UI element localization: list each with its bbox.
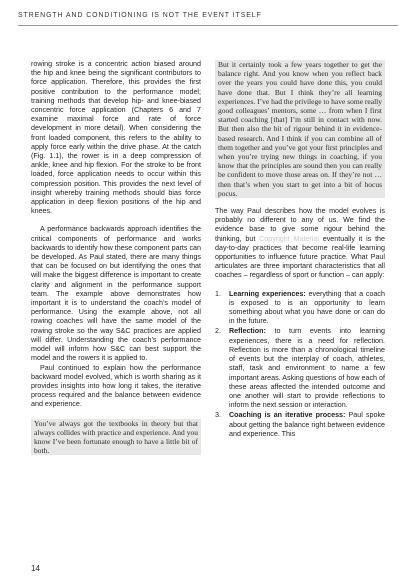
- interview-quote: But it certainly took a few years together to get the balance right. And you know when you reflect back over the years you could have done this, you could have done that. But I think they’re all learning experiences. I’ve had the privilege to have some really good colleagues’ mentors, some … from when I first started coaching [that] I’m still in contact with now. But then also the bit of rigour behind it in evidence-based research. And I think if you can combine all of them together and you’ve got your first principles and when you’re trying new things in coaching, if you know that the principles are sound then you can really be confident to move those areas on. If they’re not … then that’s when you start to get into a bit of hocus pocus.: [215, 60, 385, 198]
- page-number: 14: [31, 564, 40, 573]
- right-column: [215, 60, 385, 440]
- paragraph-lead: The way Paul describes how the model evolves is probably no different to any of us. We find the evidence base to give some rigour behind the thinking, but: [215, 207, 385, 243]
- paragraph-gap: [215, 198, 385, 207]
- list-item-text: to turn events into learning experiences, there is a need for reflection. Reflection is more than a chronological timeline of events but the interplay of coach, athletes, staff, task and environment to name a few important areas. Asking questions of how each of these areas affected the intended outcome and one another will start to provide reflections to inform the next session or interaction.: [229, 327, 385, 410]
- paragraph-gap: [31, 410, 201, 419]
- paragraph: A performance backwards approach identifies the critical components of performance and works backwards to identify how these component parts can be developed. As Paul stated, there are many things that can be focused on but identifying the ones that will make the biggest difference is important to create clarity and alignment in the performance support team. The example above demonstrates how important it is to understand the coach’s model of performance. Using the example above, not all rowing coaches will have the same model of the rowing stroke so the way S&C practices are applied will differ. Understanding the coach’s performance model will inform how S&C can best support the model and the rowers it is applied to.: [31, 225, 201, 363]
- paragraph-tail: eventually it is the day-to-day practices that become real-life learning opportunities to influence future practice. What Paul articulates are three important characteristics that all coaches – regardless of sport or function – can apply:: [215, 234, 385, 280]
- interview-quote: You’ve always got the textbooks in theory but that always collides with practice and experience. And you know I’ve been fortunate enough to have a little bit of both.: [31, 419, 201, 456]
- list-item: [215, 290, 385, 327]
- paragraph-gap: [215, 281, 385, 290]
- header-rule: [18, 25, 398, 26]
- paragraph-gap: [31, 216, 201, 225]
- numbered-list: [215, 290, 385, 439]
- list-item: [215, 327, 385, 410]
- list-item-text: Paul spoke about getting the balance right between evidence and experience. This: [229, 411, 385, 438]
- list-number: 3.: [215, 411, 221, 420]
- running-header: STRENGTH AND CONDITIONING IS NOT THE EVENT ITSELF: [18, 12, 262, 19]
- list-number: 2.: [215, 327, 221, 336]
- copyright-watermark: Copyright Material: [259, 234, 319, 243]
- left-column: [31, 60, 201, 455]
- list-item-title: Coaching is an iterative process:: [229, 411, 346, 420]
- list-item-title: Learning experiences:: [229, 289, 306, 298]
- list-number: 1.: [215, 289, 221, 298]
- paragraph: rowing stroke is a concentric action biased around the hip and knee being the significant contributors to force application. Therefore, this provides the first positive contribution to the performance model; training methods that develop hip- and knee-biased concentric force application (Chapters 6 and 7 examine maximal force and rate of force development in more detail). When considering the front loaded component, this refers to the ability to apply force early within the drive phase. At the catch (Fig. 1.1), the rower is in a deep compression of ankle, knee and hip flexion. For the stroke to be front loaded, force application needs to occur within this compression position. This provides the next level of insight whereby training methods should bias force application in deep flexion positions of the hip and knees.: [31, 60, 201, 216]
- list-item-title: Reflection:: [229, 327, 266, 336]
- list-item-text: everything that a coach is exposed to is an opportunity to learn something about what you have done or can do in the future.: [229, 289, 385, 326]
- list-item: [215, 411, 385, 439]
- paragraph: [215, 207, 385, 281]
- paragraph: Paul continued to explain how the performance backward model evolved, which is worth sharing as it provides insights into how long it takes, the iterative process required and the balance between evidence and experience.: [31, 363, 201, 409]
